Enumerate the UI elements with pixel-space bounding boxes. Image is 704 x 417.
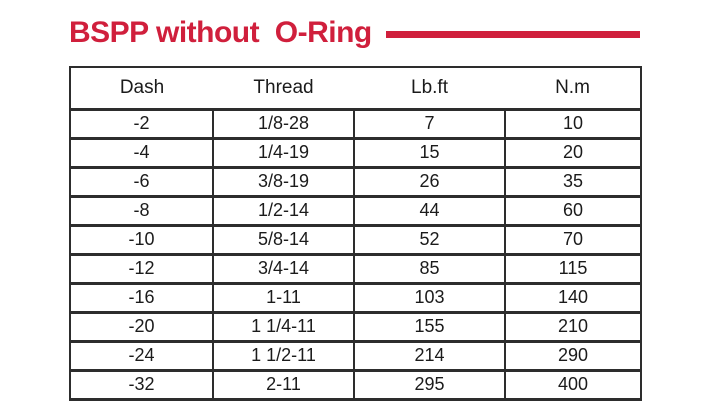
header-cell-nm: N.m (555, 76, 590, 98)
cell-nm: 290 (505, 341, 641, 370)
table-row (70, 254, 641, 283)
cell-dash: -4 (70, 138, 213, 167)
cell-nm: 70 (505, 225, 641, 254)
table-row (70, 138, 641, 167)
cell-nm: 60 (505, 196, 641, 225)
table-row (70, 167, 641, 196)
cell-lbft: 155 (354, 312, 505, 341)
cell-nm: 140 (505, 283, 641, 312)
cell-thread: 3/4-14 (213, 254, 354, 283)
cell-thread: 1/4-19 (213, 138, 354, 167)
header-row (70, 67, 641, 109)
cell-thread: 3/8-19 (213, 167, 354, 196)
cell-thread: 1-11 (213, 283, 354, 312)
cell-lbft: 52 (354, 225, 505, 254)
cell-lbft: 44 (354, 196, 505, 225)
cell-thread: 1/8-28 (213, 109, 354, 138)
cell-nm: 400 (505, 370, 641, 399)
cell-lbft: 26 (354, 167, 505, 196)
cell-dash: -12 (70, 254, 213, 283)
cell-thread: 5/8-14 (213, 225, 354, 254)
page-title: BSPP without O-Ring (69, 16, 372, 49)
table-row (70, 225, 641, 254)
table-row (70, 312, 641, 341)
header-cell-lbft: Lb.ft (411, 76, 448, 98)
header-cell-thread: Thread (253, 76, 314, 98)
cell-dash: -24 (70, 341, 213, 370)
table-row (70, 283, 641, 312)
cell-dash: -2 (70, 109, 213, 138)
cell-lbft: 85 (354, 254, 505, 283)
cell-dash: -10 (70, 225, 213, 254)
cell-dash: -32 (70, 370, 213, 399)
table-row (70, 196, 641, 225)
cell-nm: 210 (505, 312, 641, 341)
cell-lbft: 103 (354, 283, 505, 312)
table-row (70, 341, 641, 370)
cell-dash: -8 (70, 196, 213, 225)
cell-dash: -20 (70, 312, 213, 341)
table-row (70, 370, 641, 399)
cell-dash: -6 (70, 167, 213, 196)
cell-nm: 10 (505, 109, 641, 138)
cell-nm: 20 (505, 138, 641, 167)
cell-thread: 1 1/2-11 (213, 341, 354, 370)
cell-nm: 115 (505, 254, 641, 283)
cell-lbft: 7 (354, 109, 505, 138)
cell-thread: 2-11 (213, 370, 354, 399)
cell-lbft: 295 (354, 370, 505, 399)
cell-lbft: 15 (354, 138, 505, 167)
torque-spec-table (69, 66, 642, 401)
cell-lbft: 214 (354, 341, 505, 370)
cell-thread: 1/2-14 (213, 196, 354, 225)
title-row (69, 17, 640, 49)
cell-nm: 35 (505, 167, 641, 196)
cell-thread: 1 1/4-11 (213, 312, 354, 341)
header-cell-dash: Dash (119, 76, 165, 98)
title-underline-rule (386, 31, 640, 38)
table-row (70, 109, 641, 138)
cell-dash: -16 (70, 283, 213, 312)
